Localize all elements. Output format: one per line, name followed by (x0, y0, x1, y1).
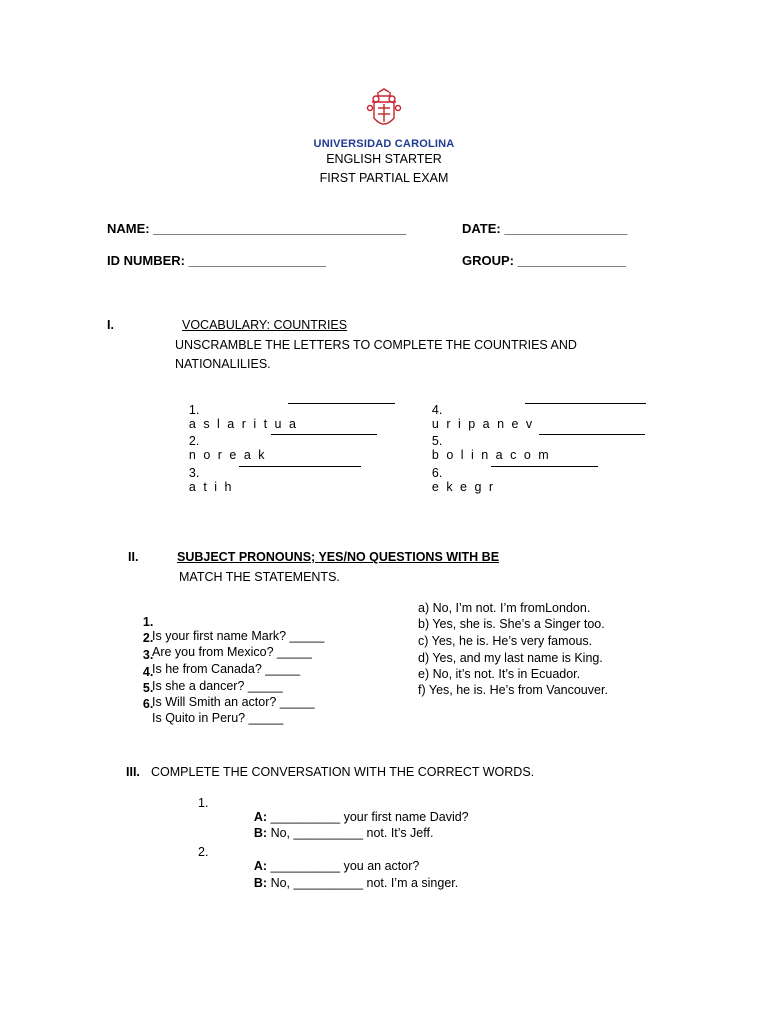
line-text: No, __________ not. I’m a singer. (267, 876, 459, 890)
question-text[interactable]: Are you from Mexico? _____ (152, 645, 312, 659)
conversation-number: 1. (198, 796, 209, 810)
university-name: UNIVERSIDAD CAROLINA (313, 138, 455, 150)
item-number: 2. (188, 434, 200, 448)
question-number: 3. (142, 648, 154, 662)
scrambled-letters: u r i p a n e v (431, 417, 535, 431)
name-field[interactable]: NAME: ___________________________________ (107, 221, 407, 236)
item-number: 4. (431, 403, 443, 417)
answer-option: a) No, I’m not. I’m fromLondon. (418, 601, 591, 615)
item-number: 5. (431, 434, 443, 448)
scrambled-letters: n o r e a k (188, 448, 267, 462)
line-text: __________ your first name David? (267, 810, 469, 824)
question-number: 6. (142, 697, 154, 711)
answer-blank[interactable] (539, 422, 645, 435)
speaker-b-label: B: (253, 876, 268, 890)
speaker-a-label: A: (253, 810, 268, 824)
question-text[interactable]: Is he from Canada? _____ (152, 662, 301, 676)
item-number: 6. (431, 466, 443, 480)
question-text[interactable]: Is your first name Mark? _____ (152, 629, 325, 643)
answer-option: f) Yes, he is. He’s from Vancouver. (418, 683, 608, 697)
answer-option: d) Yes, and my last name is King. (418, 651, 603, 665)
answer-blank[interactable] (491, 454, 598, 467)
answer-blank[interactable] (288, 391, 395, 404)
scrambled-letters: b o l i n a c o m (431, 448, 551, 462)
conversation-number: 2. (198, 845, 209, 859)
question-text[interactable]: Is she a dancer? _____ (152, 679, 283, 693)
section1-instruction-line1: UNSCRAMBLE THE LETTERS TO COMPLETE THE COUNTRIES AND (175, 338, 577, 352)
section3-instruction: COMPLETE THE CONVERSATION WITH THE CORRECT WORDS. (151, 765, 535, 779)
unscramble-item (175, 452, 233, 508)
section2-instruction: MATCH THE STATEMENTS. (179, 570, 340, 584)
item-number: 1. (188, 403, 200, 417)
date-field[interactable]: DATE: _________________ (462, 221, 628, 236)
answer-option: b) Yes, she is. She’s a Singer too. (418, 617, 605, 631)
unscramble-item (418, 452, 495, 508)
question-text[interactable]: Is Quito in Peru? _____ (152, 711, 284, 725)
question-number: 1. (142, 615, 154, 629)
section1-instruction-line2: NATIONALILIES. (175, 357, 271, 371)
answer-option: e) No, it’s not. It’s in Ecuador. (418, 667, 581, 681)
section1-numeral: I. (107, 318, 114, 332)
conversation-line-b[interactable] (240, 862, 458, 904)
exam-title: FIRST PARTIAL EXAM (319, 171, 449, 185)
line-text: No, __________ not. It’s Jeff. (267, 826, 434, 840)
scrambled-letters: a t i h (188, 480, 234, 494)
question-number: 5. (142, 681, 154, 695)
section2-title: SUBJECT PRONOUNS; YES/NO QUESTIONS WITH BE (177, 550, 500, 564)
answer-blank[interactable] (271, 422, 377, 435)
answer-blank[interactable] (525, 391, 646, 404)
section1-title: VOCABULARY: COUNTRIES (182, 318, 348, 332)
group-field[interactable]: GROUP: _______________ (462, 253, 627, 268)
answer-blank[interactable] (239, 454, 361, 467)
section3-numeral: III. (126, 765, 140, 779)
question-number: 2. (142, 631, 154, 645)
scrambled-letters: a s l a r i t u a (188, 417, 298, 431)
university-crest-icon (366, 88, 402, 132)
course-title: ENGLISH STARTER (326, 152, 442, 166)
item-number: 3. (188, 466, 200, 480)
speaker-a-label: A: (253, 859, 268, 873)
question-text[interactable]: Is Will Smith an actor? _____ (152, 695, 315, 709)
id-number-field[interactable]: ID NUMBER: ___________________ (107, 253, 326, 268)
scrambled-letters: e k e g r (431, 480, 496, 494)
section2-numeral: II. (128, 550, 139, 564)
question-number: 4. (142, 665, 154, 679)
answer-option: c) Yes, he is. He’s very famous. (418, 634, 593, 648)
line-text: __________ you an actor? (267, 859, 420, 873)
speaker-b-label: B: (253, 826, 268, 840)
